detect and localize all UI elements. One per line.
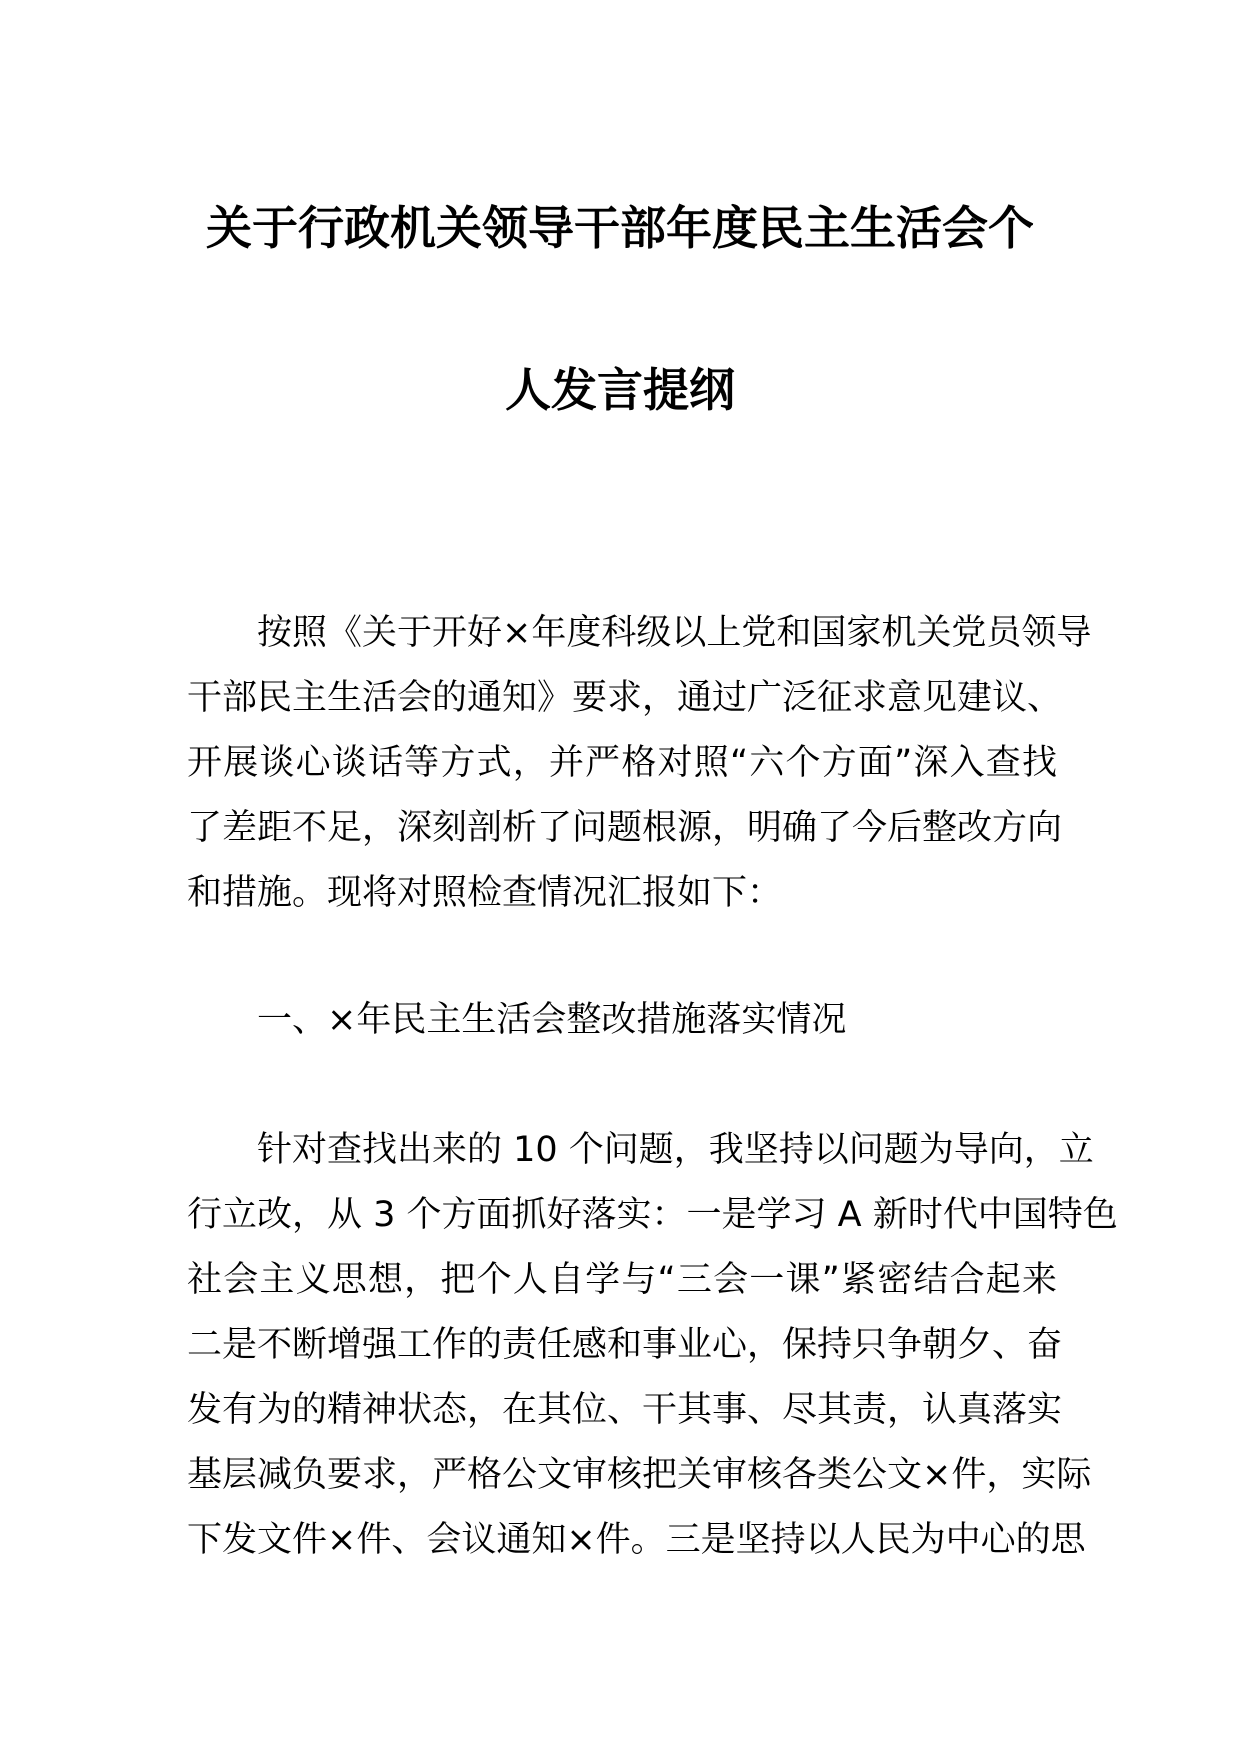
paragraph-line: 按照《关于开好×年度科级以上党和国家机关党员领导 — [257, 613, 1092, 653]
paragraph-line: 行立改，从 3 个方面抓好落实：一是学习 A 新时代中国特色 — [187, 1195, 1118, 1235]
paragraph-line: 开展谈心谈话等方式，并严格对照“六个方面”深入查找 — [187, 743, 1057, 783]
paragraph-line: 发有为的精神状态，在其位、干其事、尽其责，认真落实 — [187, 1390, 1063, 1430]
paragraph-line: 下发文件×件、会议通知×件。三是坚持以人民为中心的思 — [187, 1520, 1086, 1560]
paragraph-line: 社会主义思想，把个人自学与“三会一课”紧密结合起来 — [187, 1260, 1057, 1300]
section-heading: 一、×年民主生活会整改措施落实情况 — [257, 1000, 847, 1040]
document-title-line-2: 人发言提纲 — [505, 363, 735, 417]
paragraph-line: 干部民主生活会的通知》要求，通过广泛征求意见建议、 — [187, 678, 1063, 718]
paragraph-line: 针对查找出来的 10 个问题，我坚持以问题为导向，立 — [257, 1130, 1094, 1170]
paragraph-line: 了差距不足，深刻剖析了问题根源，明确了今后整改方向 — [187, 808, 1063, 848]
paragraph-line: 二是不断增强工作的责任感和事业心，保持只争朝夕、奋 — [187, 1325, 1063, 1365]
document-title-line-1: 关于行政机关领导干部年度民主生活会个 — [206, 201, 1034, 255]
paragraph-line: 基层减负要求，严格公文审核把关审核各类公文×件，实际 — [187, 1455, 1092, 1495]
paragraph-line: 和措施。现将对照检查情况汇报如下： — [187, 873, 783, 913]
